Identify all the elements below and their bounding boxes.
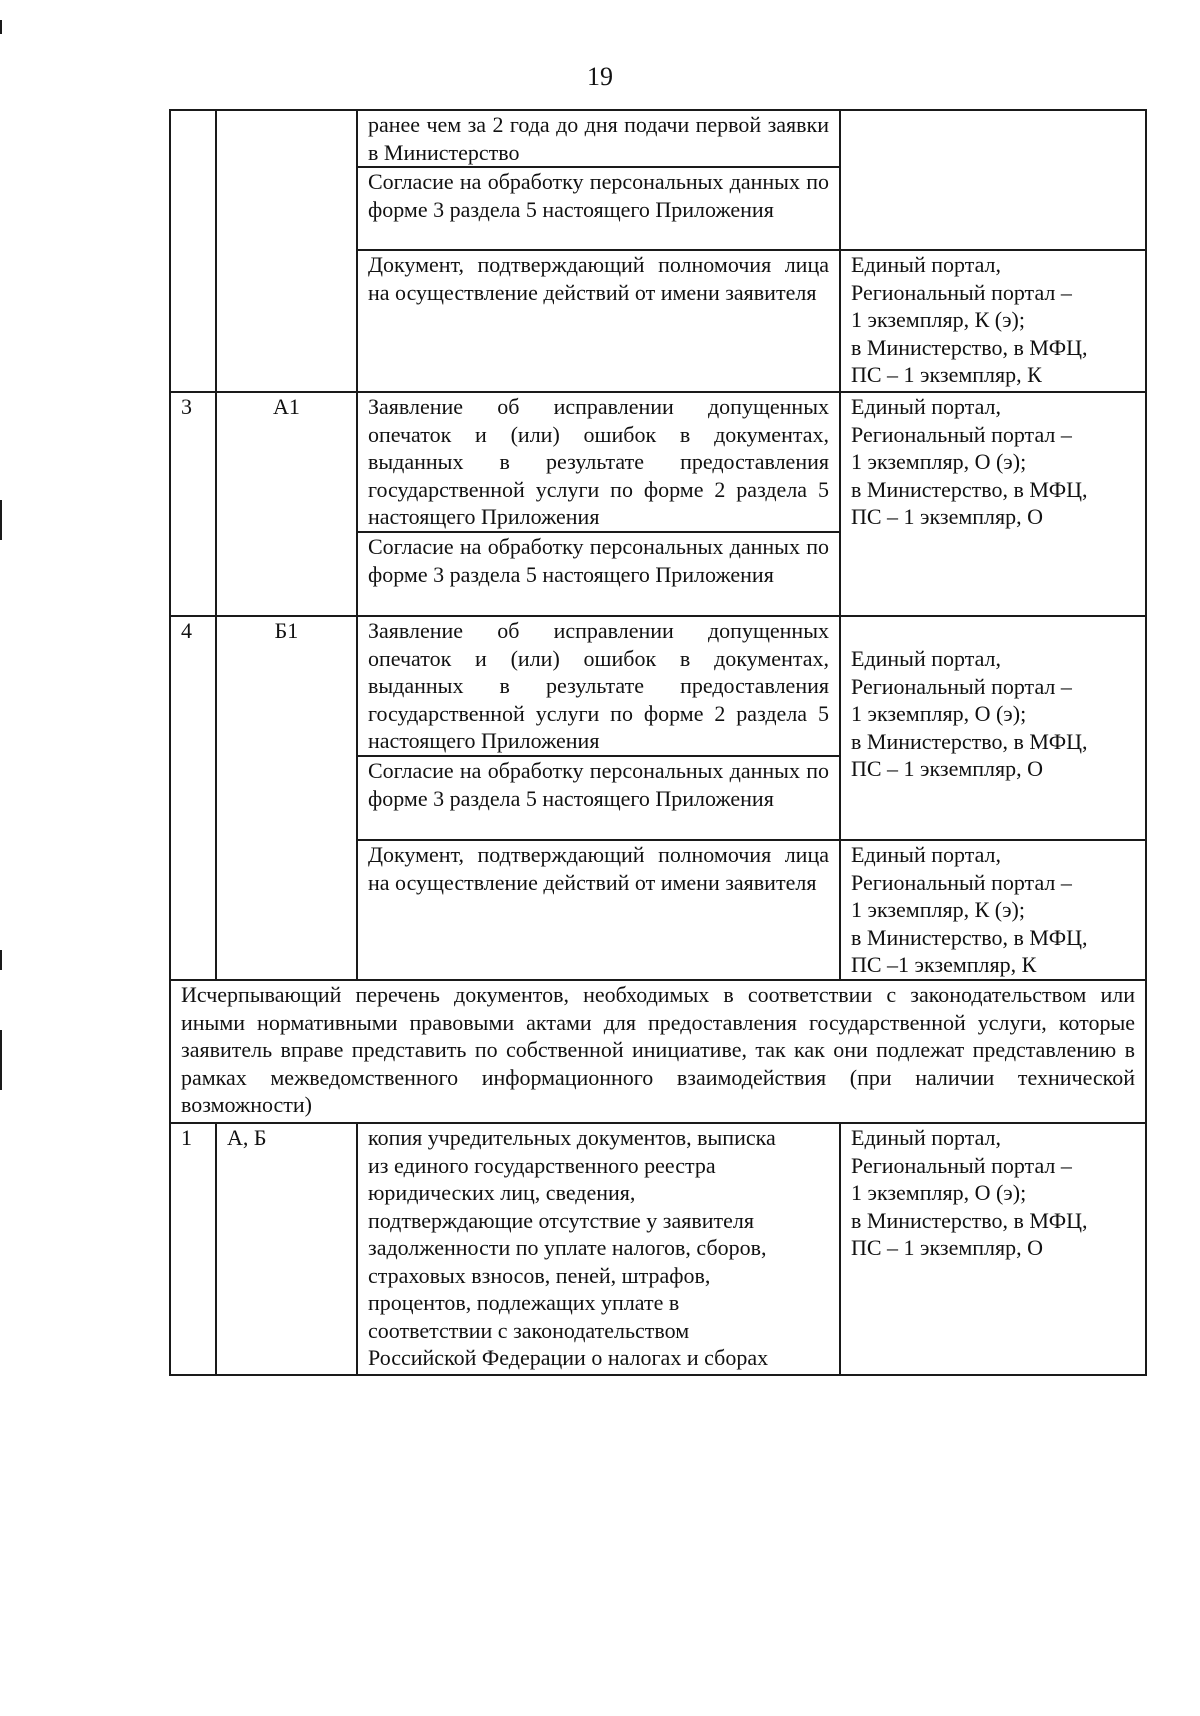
document-line: юридических лиц, сведения,	[368, 1180, 636, 1205]
submission-line: Региональный портал –	[851, 673, 1072, 699]
submission-cell	[840, 840, 1146, 980]
submission-cell	[840, 110, 1146, 250]
table-row	[170, 616, 1146, 756]
submission-line: 1 экземпляр, К (э);	[851, 307, 1025, 332]
submission-line: ПС – 1 экземпляр, О	[851, 756, 1044, 781]
submission-line: ПС – 1 экземпляр, О	[851, 1235, 1044, 1260]
table-section-header-row	[170, 980, 1146, 1123]
submission-line: 1 экземпляр, О (э);	[851, 1180, 1027, 1205]
row-category-cell: А, Б	[216, 1123, 357, 1375]
submission-line: в Министерство, в МФЦ,	[851, 924, 1088, 950]
submission-line: Единый портал,	[851, 842, 1002, 867]
table-row	[170, 1123, 1146, 1375]
submission-line: Единый портал,	[851, 1125, 1002, 1150]
submission-cell	[840, 392, 1146, 616]
submission-line: Региональный портал –	[851, 421, 1072, 447]
submission-line: в Министерство, в МФЦ,	[851, 1207, 1088, 1233]
scan-edge-mark	[0, 950, 2, 970]
submission-line: ПС – 1 экземпляр, О	[851, 504, 1044, 529]
row-category-cell: Б1	[216, 616, 357, 980]
submission-cell	[840, 1123, 1146, 1375]
submission-line: ПС –1 экземпляр, К	[851, 952, 1037, 977]
submission-line: Единый портал,	[851, 252, 1002, 277]
document-cell	[357, 1123, 840, 1375]
row-number-cell	[170, 110, 216, 392]
submission-line: 1 экземпляр, О (э);	[851, 701, 1027, 726]
submission-line: Региональный портал –	[851, 279, 1072, 305]
document-line: задолженности по уплате налогов, сборов,	[368, 1235, 767, 1260]
scan-edge-mark	[0, 500, 2, 540]
document-cell: Документ, подтверждающий полномочия лица на осуществление действий от имени заявителя	[357, 250, 840, 392]
section-header: Исчерпывающий перечень документов, необходимых в соответствии с законодательством или иными нормативными правовыми актами для предоставления государственной услуги, которые заявитель вправе представить по собственной инициативе, так как они подлежат представлению в рамках межведомственного информационного взаимодействия (при наличии технической возможности)	[170, 980, 1146, 1123]
document-line: Российской Федерации о налогах и сборах	[368, 1345, 769, 1370]
submission-line: в Министерство, в МФЦ,	[851, 728, 1088, 754]
scan-edge-mark	[0, 1030, 2, 1090]
document-line: страховых взносов, пеней, штрафов,	[368, 1262, 711, 1288]
document-line: копия учредительных документов, выписка	[368, 1125, 776, 1150]
document-cell: ранее чем за 2 года до дня подачи первой заявки в Министерство	[357, 110, 840, 167]
row-number-cell: 3	[170, 392, 216, 616]
submission-line: в Министерство, в МФЦ,	[851, 334, 1088, 360]
table-row	[170, 392, 1146, 532]
submission-line: Единый портал,	[851, 646, 1002, 671]
submission-cell	[840, 616, 1146, 840]
row-category-cell: А1	[216, 392, 357, 616]
row-number-cell: 4	[170, 616, 216, 980]
row-category-cell	[216, 110, 357, 392]
submission-line: Региональный портал –	[851, 1152, 1072, 1178]
submission-line: Региональный портал –	[851, 869, 1072, 895]
document-cell: Согласие на обработку персональных данных по форме 3 раздела 5 настоящего Приложения	[357, 756, 840, 840]
documents-table	[169, 109, 1147, 1376]
submission-line: 1 экземпляр, К (э);	[851, 897, 1025, 922]
document-cell: Заявление об исправлении допущенных опечаток и (или) ошибок в документах, выданных в результате предоставления государственной услуги по форме 2 раздела 5 настоящего Приложения	[357, 616, 840, 756]
row-number-cell: 1	[170, 1123, 216, 1375]
submission-cell	[840, 250, 1146, 392]
document-line: из единого государственного реестра	[368, 1152, 716, 1178]
submission-line: 1 экземпляр, О (э);	[851, 449, 1027, 474]
submission-line: ПС – 1 экземпляр, К	[851, 362, 1042, 387]
document-cell: Заявление об исправлении допущенных опечаток и (или) ошибок в документах, выданных в результате предоставления государственной услуги по форме 2 раздела 5 настоящего Приложения	[357, 392, 840, 532]
scan-edge-mark	[0, 20, 2, 34]
document-line: соответствии с законодательством	[368, 1317, 690, 1343]
page-number: 19	[587, 62, 613, 91]
document-cell: Согласие на обработку персональных данных по форме 3 раздела 5 настоящего Приложения	[357, 532, 840, 616]
table-row	[170, 110, 1146, 167]
document-cell: Согласие на обработку персональных данных по форме 3 раздела 5 настоящего Приложения	[357, 167, 840, 250]
document-cell: Документ, подтверждающий полномочия лица на осуществление действий от имени заявителя	[357, 840, 840, 980]
document-line: процентов, подлежащих уплате в	[368, 1290, 680, 1315]
document-line: подтверждающие отсутствие у заявителя	[368, 1207, 755, 1233]
submission-line: в Министерство, в МФЦ,	[851, 476, 1088, 502]
submission-line: Единый портал,	[851, 394, 1002, 419]
